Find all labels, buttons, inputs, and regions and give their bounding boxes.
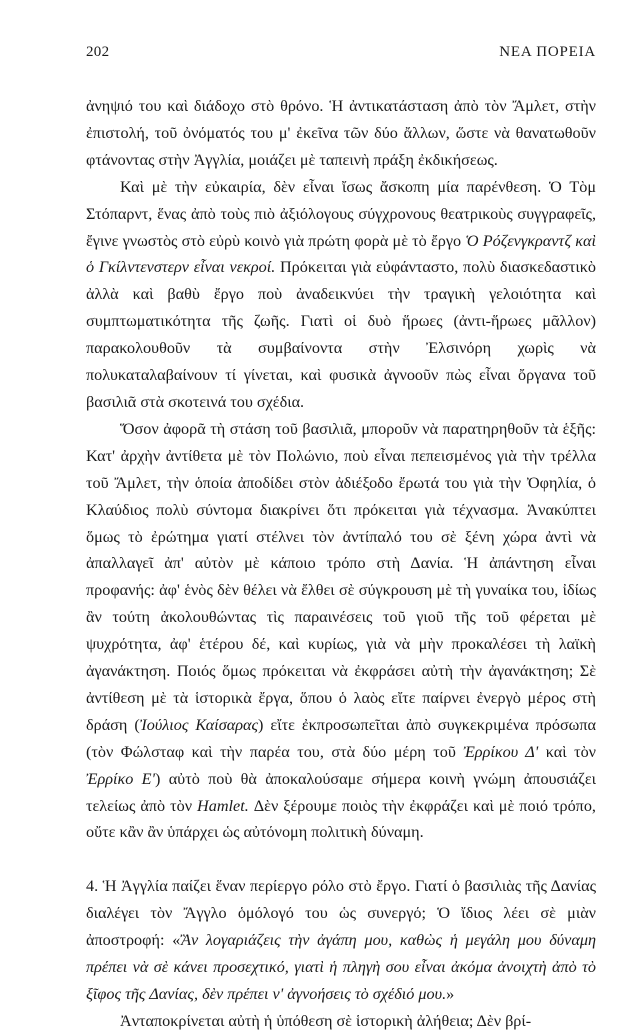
running-head: ΝΕΑ ΠΟΡΕΙΑ [499,44,596,60]
king-quotation: Ἂν λογαριάζεις τὴν ἀγάπη μου, καθὼς ἡ μεγάλη μου δύναμη πρέπει νὰ σὲ κάνει προσεχτικό, γιατὶ ἡ πληγὴ σου εἶναι ἀκόμα ἀνοιχτὴ ἀπὸ τὸ ξῖφος τῆς Δανίας, δὲν πρέπει ν' ἀγνοήσεις τὸ σχέδιό μου. [86,931,596,1003]
paragraph-5-text: Ἀνταποκρίνεται αὐτὴ ἡ ὑπόθεση σὲ ἱστορικὴ ἀλήθεια; Δὲν βρί- [120,1011,532,1030]
page-number: 202 [86,44,110,60]
section-4-text-1: 4. Ἡ Ἀγγλία παίζει ἕναν περίεργο ρόλο στὸ ἔργο. Γιατί ὁ βασιλιὰς τῆς Δανίας διαλέγει τὸν Ἄγγλο ὁμόλογό του ὡς συνεργό; Ὁ ἴδιος λέει σὲ μιὰν ἀποστροφή: « [86,877,596,950]
paragraph-2 [86,174,596,416]
paragraph-1-text: ἀνηψιό του καὶ διάδοχο στὸ θρόνο. Ἡ ἀντικατάσταση ἀπὸ τὸν Ἄμλετ, στὴν ἐπιστολή, τοῦ ὀνόματός του μ' ἐκεῖνα τῶν δύο ἄλλων, ὥστε νὰ θανατωθοῦν φτάνοντας στὴν Ἀγγλία, μοιάζει μὲ ταπεινὴ πράξη ἐκδικήσεως. [86,97,596,169]
play-title-henry-iv: Ἐρρίκου Δ' [463,742,539,761]
play-title-hamlet: Hamlet. [197,796,249,815]
play-title-henry-v: Ἐρρίκο Ε' [86,769,156,788]
paragraph-3-text-5: Δὲν ξέρουμε ποιὸς τὴν ἐκφράζει καὶ μὲ ποιό τρόπο, οὔτε κἂν ἂν ὑπάρχει ὡς αὐτόνομη πολιτικὴ δύναμη. [86,796,596,842]
paragraph-3-text-1: Ὅσον ἀφορᾶ τὴ στάση τοῦ βασιλιᾶ, μποροῦν νὰ παρατηρηθοῦν τὰ ἑξῆς: Κατ' ἀρχὴν ἀντίθετα μὲ τὸν Πολώνιο, ποὺ εἶναι πεπεισμένος γιὰ τὴν τρέλλα τοῦ Ἄμλετ, τὴν ὁποία ἀποδίδει στὸν ἀδιέξοδο ἔρωτά του γιὰ τὴν Ὀφηλία, ὁ Κλαύδιος πολὺ σύντομα διακρίνει ὅτι πρόκειται γιὰ τέχνασμα. Ἀνακύπτει ὅμως τὸ ἐρώτημα γιατί στέλνει τὸν ἀντίπαλό του σὲ ξένη χώρα ἀντὶ νὰ ἀπαλλαγεῖ ἀπ' αὐτὸν μὲ κάποιο τρόπο στὴ Δανία. Ἡ ἀπάντηση εἶναι προφανής: ἀφ' ἑνὸς δὲν θέλει νὰ ἔλθει σὲ σύγκρουση μὲ τὴ γυναίκα του, ἰδίως ἂν τούτη ἀκολουθώντας τὶς παραινέσεις τοῦ γιοῦ τῆς τοῦ φέρεται μὲ ψυχρότητα, ἀφ' ἑτέρου δέ, καὶ κυρίως, γιὰ νὰ μὴν προκαλέσει τὴ λαϊκὴ ἀγανάκτηση. Ποιός ὅμως πρόκειται νὰ ἐκφράσει αὐτὴ τὴν ἀγανάκτηση; Σὲ ἀντίθεση μὲ τὰ ἱστορικὰ ἔργα, ὅπου ὁ λαὸς εἴτε παίρνει ἐνεργὸ μέρος στὴ δράση ( [86,419,596,734]
body-text [86,93,596,1035]
paragraph-1 [86,93,596,174]
paragraph-3-text-3: καὶ τὸν [538,742,596,761]
paragraph-2-text-1: Καὶ μὲ τὴν εὐκαιρία, δὲν εἶναι ἴσως ἄσκοπη μία παρένθεση. Ὁ Τὸμ Στόπαρντ, ἕνας ἀπὸ τοὺς πιὸ ἀξιόλογους σύγχρονους θεατρικοὺς συγγραφεῖς, ἔγινε γνωστὸς στὸ εὐρὺ κοινὸ γιὰ πρώτη φορὰ μὲ τὸ ἔργο [86,177,596,250]
paragraph-3-text-2: ) εἴτε ἐκπροσωπεῖται ἀπὸ συγκεκριμένα πρόσωπα (τὸν Φώλσταφ καὶ τὴν παρέα του, στὰ δύο μέρη τοῦ [86,715,596,761]
paragraph-2-text-2: Πρόκειται γιὰ εὐφάνταστο, πολὺ διασκεδαστικὸ ἀλλὰ καὶ βαθὺ ἔργο ποὺ ἀναδεικνύει τὴν τραγικὴ γελοιότητα καὶ συμπτωματικότητα τῆς ζωῆς. Γιατὶ οἱ δυὸ ἥρωες (ἀντι-ἥρωες μᾶλλον) παρακολουθοῦν τὰ συμβαίνοντα στὴν Ἐλσινόρη χωρὶς νὰ πολυκαταλαβαίνουν τί γίνεται, καὶ φυσικὰ ἀγνοοῦν πὼς εἶναι ὄργανα τοῦ βασιλιᾶ στὰ σκοτεινά του σχέδια. [86,258,596,411]
paragraph-3 [86,416,596,847]
play-title-rosencrantz: Ὁ Ρόζενγκραντζ καὶ ὁ Γκίλντενστερν εἶναι νεκροί. [86,231,596,277]
paragraph-3-text-4: ) αὐτὸ ποὺ θὰ ἀποκαλούσαμε σήμερα κοινὴ γνώμη ἀπουσιάζει τελείως ἀπὸ τὸν [86,769,596,815]
paragraph-5 [86,1008,596,1035]
play-title-julius-caesar: Ἰούλιος Καίσαρας [139,715,259,734]
page-header [86,44,596,66]
section-4-paragraph [86,873,596,1008]
section-4-text-2: » [446,985,455,1003]
